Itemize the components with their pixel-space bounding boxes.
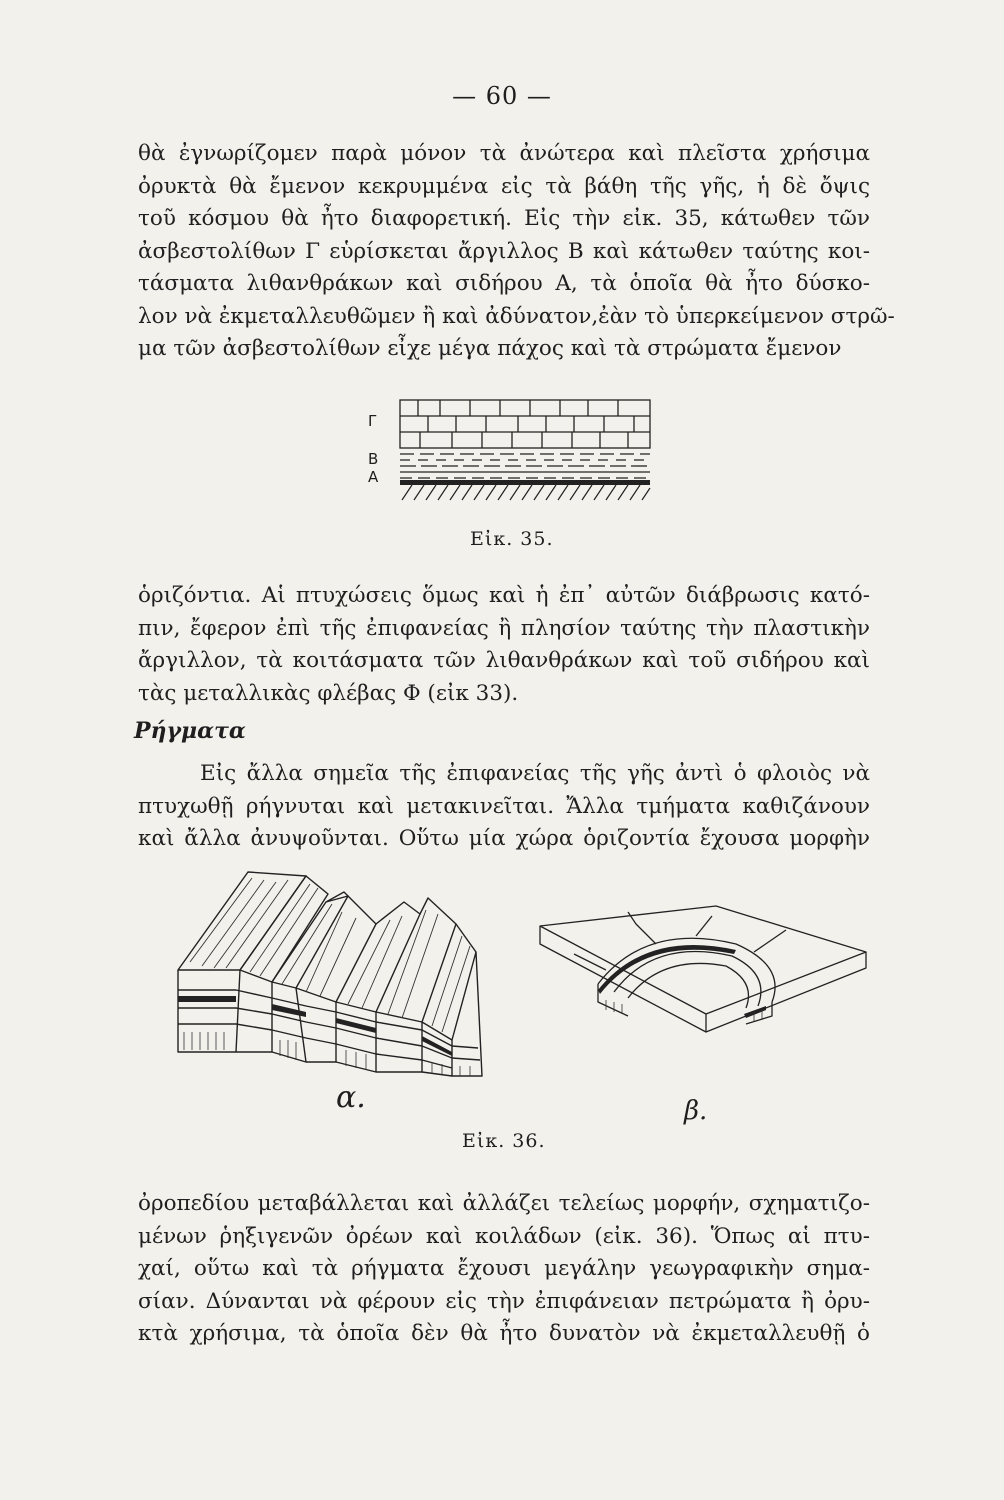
paragraph-4 (138, 1188, 870, 1351)
page-number: — 60 — (452, 82, 552, 110)
figure-36a-fault-blocks (176, 862, 556, 1115)
paragraph-2 (138, 580, 870, 710)
text-line: ὀρυκτὰ θὰ ἔμενον κεκρυμμένα εἰς τὰ βάθη τῆς γῆς, ἡ δὲ ὄψις (138, 173, 870, 199)
text-line: πτυχωθῇ ρήγνυται καὶ μετακινεῖται. Ἄλλα τμήματα καθιζάνουν (138, 793, 870, 819)
plateau-block-svg (536, 904, 870, 1044)
paragraph-3 (138, 758, 870, 856)
section-heading: Ρήγματα (134, 718, 246, 744)
text-line: μένων ῥηξιγενῶν ὀρέων καὶ κοιλάδων (εἰκ. 36). Ὅπως αἱ πτυ- (138, 1223, 870, 1249)
strata-svg (360, 392, 660, 522)
text-line: τάσματα λιθανθράκων καὶ σιδήρου Α, τὰ ὁποῖα θὰ ἦτο δύσκο- (138, 271, 870, 296)
figure-35-strata-diagram (360, 392, 660, 522)
text-line: ἀσβεστολίθων Γ εὑρίσκεται ἄργιλλος Β καὶ κάτωθεν ταύτης κοι- (138, 238, 870, 264)
text-line: μα τῶν ἀσβεστολίθων εἶχε μέγα πάχος καὶ τὰ στρώματα ἔμενον (138, 336, 842, 361)
text-line: λον νὰ ἐκμεταλλευθῶμεν ἢ καὶ ἀδύνατον,ἐὰν τὸ ὑπερκείμενον στρῶ- (138, 303, 895, 329)
fault-blocks-svg (176, 862, 556, 1092)
text-line: σίαν. Δύνανται νὰ φέρουν εἰς τὴν ἐπιφάνειαν πετρώματα ἢ ὀρυ- (138, 1288, 870, 1314)
figure-36b-label: β. (684, 1096, 708, 1126)
text-line: ὀροπεδίου μεταβάλλεται καὶ ἀλλάζει τελείως μορφήν, σχηματιζο- (138, 1191, 870, 1216)
text-line: Εἰς ἄλλα σημεῖα τῆς ἐπιφανείας τῆς γῆς ἀντὶ ὁ φλοιὸς νὰ (200, 761, 870, 786)
figure-36a-label: α. (336, 1080, 366, 1115)
paragraph-1 (138, 138, 895, 366)
figure-35-caption: Εἰκ. 35. (470, 528, 554, 550)
text-line: τὰς μεταλλικὰς φλέβας Φ (εἰκ 33). (138, 680, 519, 706)
text-line: θὰ ἐγνωρίζομεν παρὰ μόνον τὰ ἀνώτερα καὶ πλεῖστα χρήσιμα (138, 141, 870, 166)
figure-36b-plateau-block (536, 904, 870, 1126)
text-line: κτὰ χρήσιμα, τὰ ὁποῖα δὲν θὰ ἦτο δυνατὸν νὰ ἐκμεταλλευθῇ ὁ (138, 1321, 870, 1346)
text-line: πιν, ἔφερον ἐπὶ τῆς ἐπιφανείας ἢ πλησίον ταύτης τὴν πλαστικὴν (138, 615, 870, 641)
text-line: ὁριζόντια. Αἱ πτυχώσεις ὅμως καὶ ἡ ἐπ᾽ αὐτῶν διάβρωσις κατό- (138, 583, 870, 608)
figure-36-caption: Εἰκ. 36. (462, 1130, 546, 1152)
text-line: καὶ ἄλλα ἀνυψοῦνται. Οὕτω μία χώρα ὁριζοντία ἔχουσα μορφὴν (138, 826, 870, 851)
label-beta: Β (368, 450, 379, 468)
label-gamma: Γ (368, 412, 377, 430)
text-line: χαί, οὕτω καὶ τὰ ρήγματα ἔχουσι μεγάλην γεωγραφικὴν σημα- (138, 1256, 870, 1281)
text-line: τοῦ κόσμου θὰ ἦτο διαφορετική. Εἰς τὴν εἰκ. 35, κάτωθεν τῶν (138, 206, 870, 231)
text-line: ἄργιλλον, τὰ κοιτάσματα τῶν λιθανθράκων καὶ τοῦ σιδήρου καὶ (138, 648, 870, 673)
label-alpha: Α (368, 468, 379, 486)
